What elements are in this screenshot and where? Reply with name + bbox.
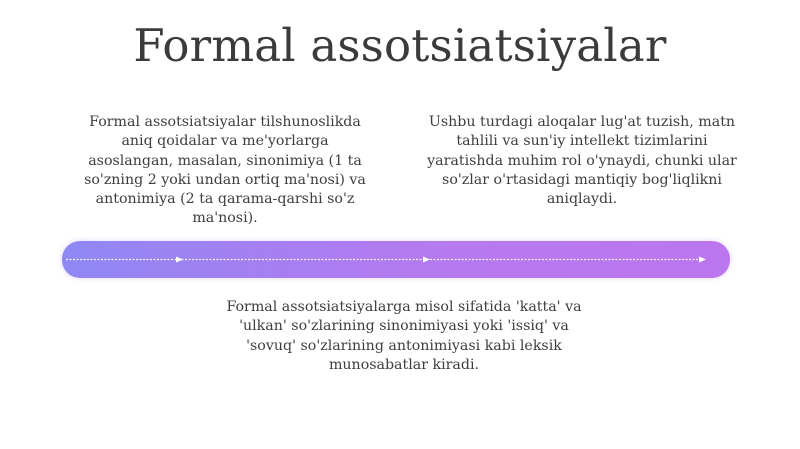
arrow-head-icon — [423, 257, 430, 263]
arrow-head-icon — [176, 257, 183, 263]
timeline-bar — [62, 241, 730, 278]
text-block-bottom: Formal assotsiatsiyalarga misol sifatida 'katta' va 'ulkan' so'zlarining sinonimiyasi yoki 'issiq' va 'sovuq' so'zlarining antonimiyasi kabi leksik munosabatlar kiradi. — [226, 299, 582, 373]
timeline-arrows — [62, 241, 730, 278]
slide-title: Formal assotsiatsiyalar — [133, 19, 667, 72]
arrow-head-icon — [699, 257, 706, 263]
text-block-left: Formal assotsiatsiyalar tilshunoslikda aniq qoidalar va me'yorlarga asoslangan, masalan, sinonimiya (1 ta so'zning 2 yoki undan ortiq ma'nosi) va antonimiya (2 ta qarama-qarshi so'z ma'nosi). — [84, 114, 366, 227]
text-block-right: Ushbu turdagi aloqalar lug'at tuzish, matn tahlili va sun'iy intellekt tizimlarini yaratishda muhim rol o'ynaydi, chunki ular so'zlar o'rtasidagi mantiqiy bog'liqlikni aniqlaydi. — [427, 114, 737, 208]
